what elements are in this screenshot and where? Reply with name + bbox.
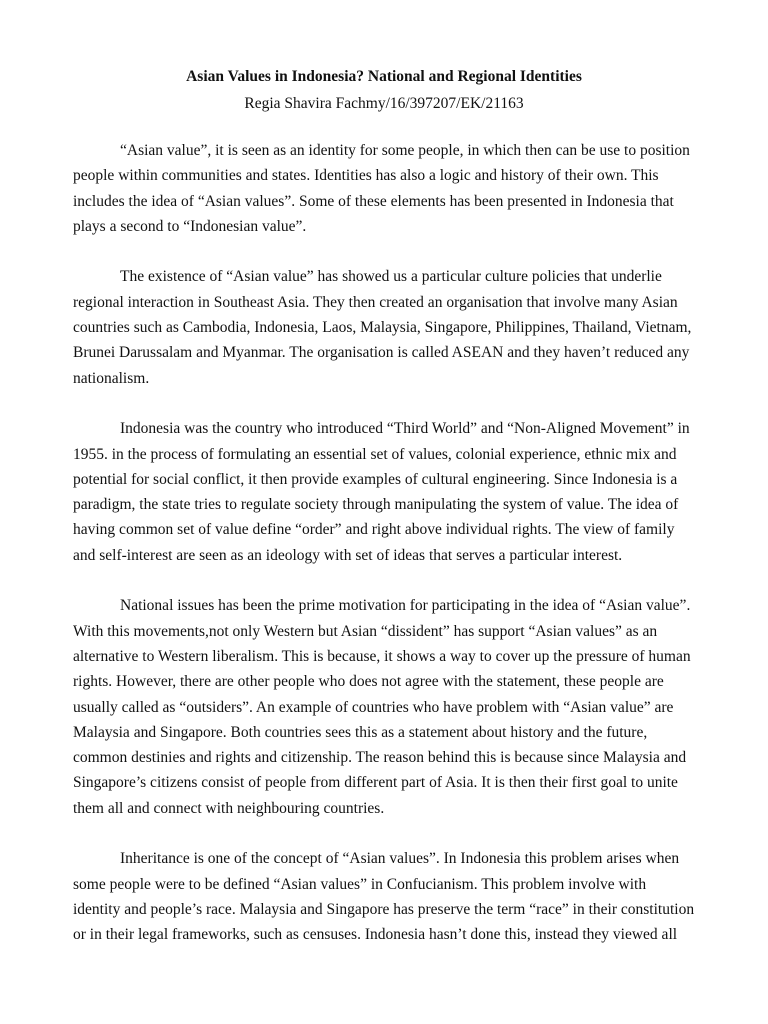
paragraph: National issues has been the prime motivation for participating in the idea of “Asian value”. With this movements,not only Western but Asian “dissident” has support “Asian values” as an alternative to Western liberalism. This is because, it shows a way to cover up the pressure of human rights. However, there are other people who does not agree with the statement, these people are usually called as “outsiders”. An example of countries who have problem with “Asian value” are Malaysia and Singapore. Both countries sees this as a statement about history and the future, common destinies and rights and citizenship. The reason behind this is because since Malaysia and Singapore’s citizens consist of people from different part of Asia. It is then their first goal to unite them all and connect with neighbouring countries. [73, 597, 691, 817]
document-author: Regia Shavira Fachmy/16/397207/EK/21163 [244, 95, 524, 112]
document-body [73, 138, 695, 948]
document-title: Asian Values in Indonesia? National and Regional Identities [186, 68, 582, 85]
paragraph: “Asian value”, it is seen as an identity for some people, in which then can be use to position people within communities and states. Identities has also a logic and history of their own. This includes the idea of “Asian values”. Some of these elements has been presented in Indonesia that plays a second to “Indonesian value”. [73, 142, 690, 235]
paragraph: Indonesia was the country who introduced “Third World” and “Non-Aligned Movement” in 1955. in the process of formulating an essential set of values, colonial experience, ethnic mix and potential for social conflict, it then provide examples of cultural engineering. Since Indonesia is a paradigm, the state tries to regulate society through manipulating the system of value. The idea of having common set of value define “order” and right above individual rights. The view of family and self-interest are seen as an ideology with set of ideas that serves a particular interest. [73, 420, 690, 564]
paragraph: The existence of “Asian value” has showed us a particular culture policies that underlie regional interaction in Southeast Asia. They then created an organisation that involve many Asian countries such as Cambodia, Indonesia, Laos, Malaysia, Singapore, Philippines, Thailand, Vietnam, Brunei Darussalam and Myanmar. The organisation is called ASEAN and they haven’t reduced any nationalism. [73, 268, 692, 387]
paragraph: Inheritance is one of the concept of “Asian values”. In Indonesia this problem arises when some people were to be defined “Asian values” in Confucianism. This problem involve with identity and people’s race. Malaysia and Singapore has preserve the term “race” in their constitution or in their legal frameworks, such as censuses. Indonesia hasn’t done this, instead they viewed all [73, 850, 695, 944]
